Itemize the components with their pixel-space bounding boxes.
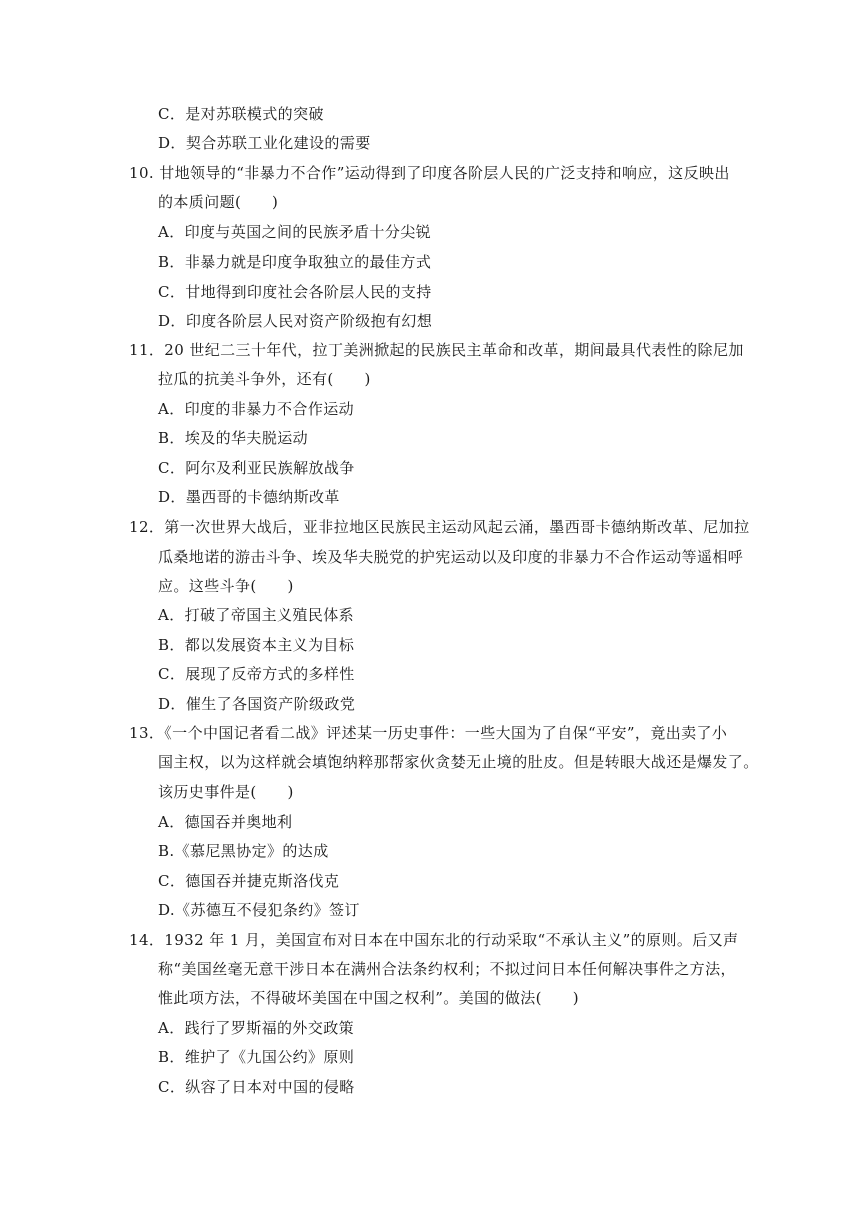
option-10b: B．非暴力就是印度争取独立的最佳方式: [158, 253, 432, 271]
question-14-stem-cont-2: 惟此项方法，不得破坏美国在中国之权利”。美国的做法( ): [158, 989, 579, 1007]
question-13-stem-cont-2: 该历史事件是( ): [158, 783, 294, 801]
option-11c: C．阿尔及利亚民族解放战争: [158, 459, 355, 477]
question-14-stem: 14．1932 年 1 月，美国宣布对日本在中国东北的行动采取“不承认主义”的原则。后又声: [129, 931, 739, 949]
option-11a: A．印度的非暴力不合作运动: [158, 400, 355, 418]
option-10c: C．甘地得到印度社会各阶层人民的支持: [158, 283, 432, 301]
question-13-stem: 13．《一个中国记者看二战》评述某一历史事件：一些大国为了自保“平安”，竟出卖了小: [129, 724, 728, 742]
question-12-stem: 12．第一次世界大战后，亚非拉地区民族民主运动风起云涌，墨西哥卡德纳斯改革、尼加拉: [129, 518, 750, 536]
option-12b: B．都以发展资本主义为目标: [158, 636, 355, 654]
option-13c: C．德国吞并捷克斯洛伐克: [158, 872, 340, 890]
question-12-stem-cont: 瓜桑地诺的游击斗争、埃及华夫脱党的护宪运动以及印度的非暴力不合作运动等遥相呼: [158, 548, 744, 566]
option-13d: D.《苏德互不侵犯条约》签订: [158, 901, 360, 919]
option-9c: C．是对苏联模式的突破: [158, 105, 324, 123]
option-11d: D．墨西哥的卡德纳斯改革: [158, 488, 340, 506]
question-10-stem-cont: 的本质问题( ): [158, 193, 279, 211]
question-10-stem: 10. 甘地领导的“非暴力不合作”运动得到了印度各阶层人民的广泛支持和响应，这反映出: [129, 164, 730, 182]
option-12c: C．展现了反帝方式的多样性: [158, 665, 355, 683]
option-9d: D．契合苏联工业化建设的需要: [158, 134, 371, 152]
option-14a: A．践行了罗斯福的外交政策: [158, 1019, 355, 1037]
question-13-stem-cont: 国主权，以为这样就会填饱纳粹那帮家伙贪婪无止境的肚皮。但是转眼大战还是爆发了。: [158, 753, 759, 771]
question-11-stem-cont: 拉瓜的抗美斗争外，还有( ): [158, 370, 371, 388]
option-14c: C．纵容了日本对中国的侵略: [158, 1078, 355, 1096]
option-13b: B.《慕尼黑协定》的达成: [158, 842, 329, 860]
option-12d: D．催生了各国资产阶级政党: [158, 695, 356, 713]
question-11-stem: 11．20 世纪二三十年代，拉丁美洲掀起的民族民主革命和改革，期间最具代表性的除尼加: [129, 341, 744, 359]
option-10a: A．印度与英国之间的民族矛盾十分尖锐: [158, 223, 432, 241]
option-14b: B．维护了《九国公约》原则: [158, 1048, 355, 1066]
option-12a: A．打破了帝国主义殖民体系: [158, 606, 355, 624]
option-11b: B．埃及的华夫脱运动: [158, 429, 309, 447]
question-14-stem-cont: 称“美国丝毫无意干涉日本在满州合法条约权利；不拟过问日本任何解决事件之方法，: [158, 960, 736, 978]
option-10d: D．印度各阶层人民对资产阶级抱有幻想: [158, 312, 433, 330]
option-13a: A．德国吞并奥地利: [158, 813, 293, 831]
question-12-stem-cont-2: 应。这些斗争( ): [158, 577, 294, 595]
